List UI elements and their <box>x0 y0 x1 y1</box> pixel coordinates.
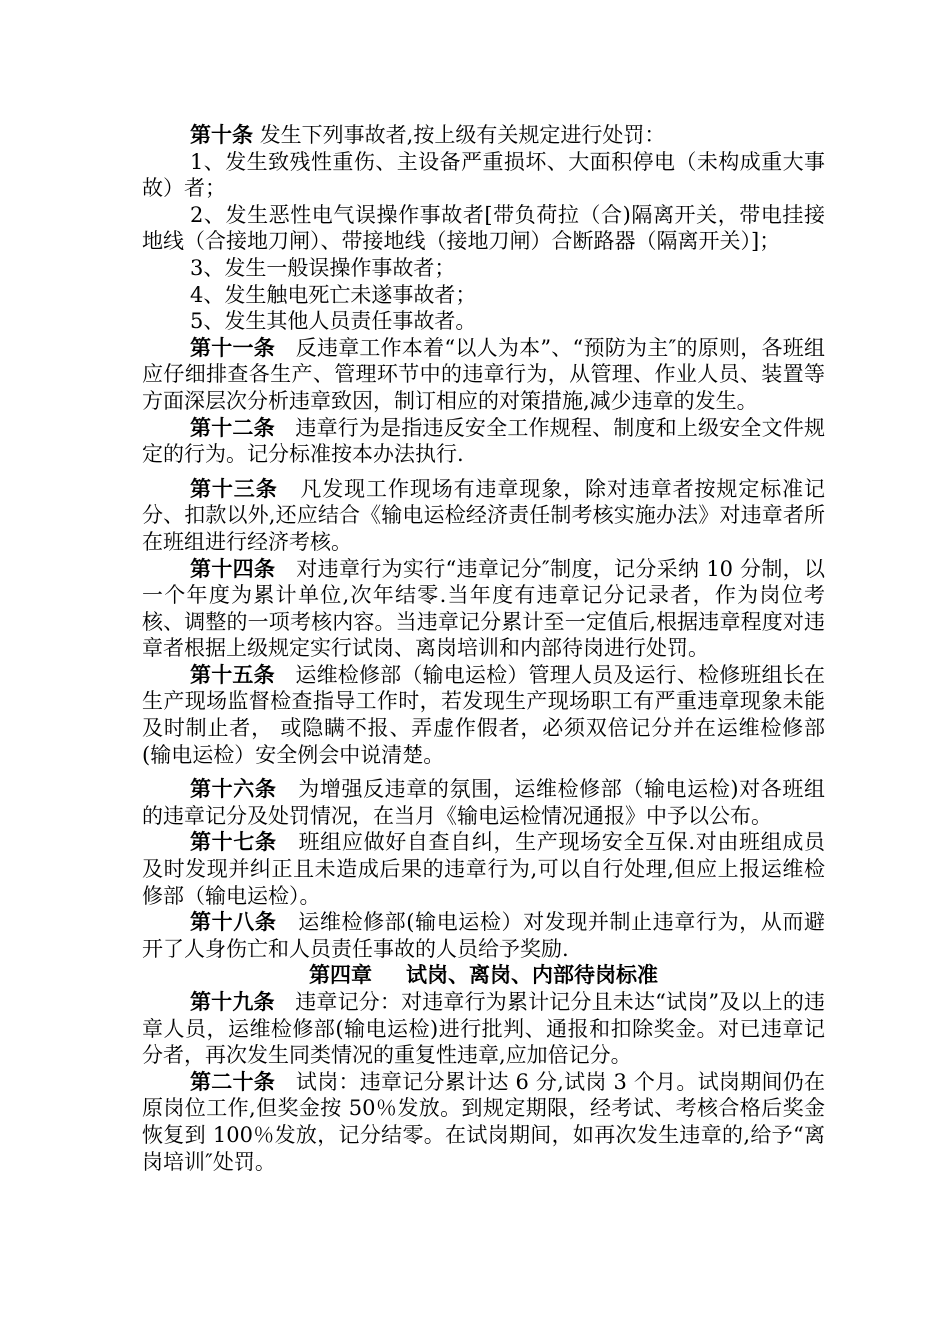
article-14 <box>142 556 825 662</box>
article-text: 反违章工作本着“以人为本”、“预防为主″的原则，各班组应仔细排查各生产、管理环节中的违章行为，从管理、作业人员、装置等方面深层次分析违章致因，制订相应的对策措施,减少违章的发生。 <box>142 335 825 413</box>
article-15 <box>142 662 825 768</box>
list-item-text: 2、发生恶性电气误操作事故者[带负荷拉（合)隔离开关，带电挂接地线（合接地刀闸）、带接地线（接地刀闸）合断路器（隔离开关）]； <box>142 202 825 254</box>
chapter-number: 第四章 <box>309 962 372 988</box>
article-text: 凡发现工作现场有违章现象，除对违章者按规定标准记分、扣款以外,还应结合《输电运检经济责任制考核实施办法》对违章者所在班组进行经济考核。 <box>142 476 826 554</box>
article-text: 试岗：违章记分累计达 6 分,试岗 3 个月。试岗期间仍在原岗位工作,但奖金按 50％发放。到规定期限，经考试、考核合格后奖金恢复到 100％发放，记分结零。在试岗期间，如再次发生违章的,给予“离岗培训″处罚。 <box>142 1069 825 1174</box>
chapter-title: 试岗、离岗、内部待岗标准 <box>406 962 658 988</box>
article-label: 第二十条 <box>190 1068 276 1094</box>
article-label: 第十二条 <box>190 414 275 440</box>
list-item-2 <box>142 202 825 255</box>
article-label: 第十七条 <box>190 829 277 855</box>
chapter-heading <box>142 962 825 989</box>
list-item-3 <box>142 255 825 282</box>
article-text: 运维检修部（输电运检）管理人员及运行、检修班组长在生产现场监督检查指导工作时，若发现生产现场职工有严重违章现象未能及时制止者， 或隐瞒不报、弄虚作假者，必须双倍记分并在运维检修部(输电运检）安全例会中说清楚。 <box>142 662 826 767</box>
article-16 <box>142 776 825 829</box>
list-item-1 <box>142 149 825 202</box>
article-label: 第十八条 <box>190 909 277 935</box>
list-item-text: 1、发生致残性重伤、主设备严重损坏、大面积停电（未构成重大事故）者； <box>142 149 825 201</box>
article-text: 违章行为是指违反安全工作规程、制度和上级安全文件规定的行为。记分标准按本办法执行. <box>142 415 826 467</box>
article-text: 发生下列事故者,按上级有关规定进行处罚： <box>259 123 666 147</box>
article-label: 第十三条 <box>190 475 278 501</box>
article-text: 对违章行为实行“违章记分″制度，记分采纳 10 分制，以一个年度为累计单位,次年结零.当年度有违章记分记录者，作为岗位考核、调整的一项考核内容。当违章记分累计至一定值后,根据违章程度对违章者根据上级规定实行试岗、离岗培训和内部待岗进行处罚。 <box>142 556 826 661</box>
article-label: 第十六条 <box>190 776 277 802</box>
article-text: 为增强反违章的氛围，运维检修部（输电运检)对各班组的违章记分及处罚情况，在当月《输电运检情况通报》中予以公布。 <box>142 777 825 828</box>
article-label: 第十五条 <box>190 661 275 687</box>
article-label: 第十条 <box>190 122 253 147</box>
document-page <box>142 122 825 1175</box>
article-label: 第十四条 <box>190 555 276 581</box>
article-17 <box>142 829 825 909</box>
list-item-text: 3、发生一般误操作事故者； <box>190 255 456 280</box>
list-item-text: 4、发生触电死亡未遂事故者； <box>190 282 477 307</box>
article-11 <box>142 335 825 415</box>
article-text: 违章记分：对违章行为累计记分且未达“试岗”及以上的违章人员，运维检修部(输电运检)进行批判、通报和扣除奖金。对已违章记分者，再次发生同类情况的重复性违章,应加倍记分。 <box>142 990 825 1068</box>
list-item-text: 5、发生其他人员责任事故者。 <box>190 309 477 334</box>
list-item-4 <box>142 282 825 309</box>
article-20 <box>142 1069 825 1175</box>
article-13 <box>142 476 825 556</box>
article-label: 第十九条 <box>190 989 275 1014</box>
article-text: 运维检修部(输电运检）对发现并制止违章行为，从而避开了人身伤亡和人员责任事故的人员给予奖励. <box>142 910 825 961</box>
article-10 <box>142 122 825 149</box>
article-18 <box>142 909 825 962</box>
list-item-5 <box>142 308 825 335</box>
article-label: 第十一条 <box>190 334 275 360</box>
article-19 <box>142 989 825 1069</box>
article-text: 班组应做好自查自纠，生产现场安全互保.对由班组成员及时发现并纠正且未造成后果的违章行为,可以自行处理,但应上报运维检修部（输电运检）。 <box>142 830 825 908</box>
article-12 <box>142 415 825 468</box>
